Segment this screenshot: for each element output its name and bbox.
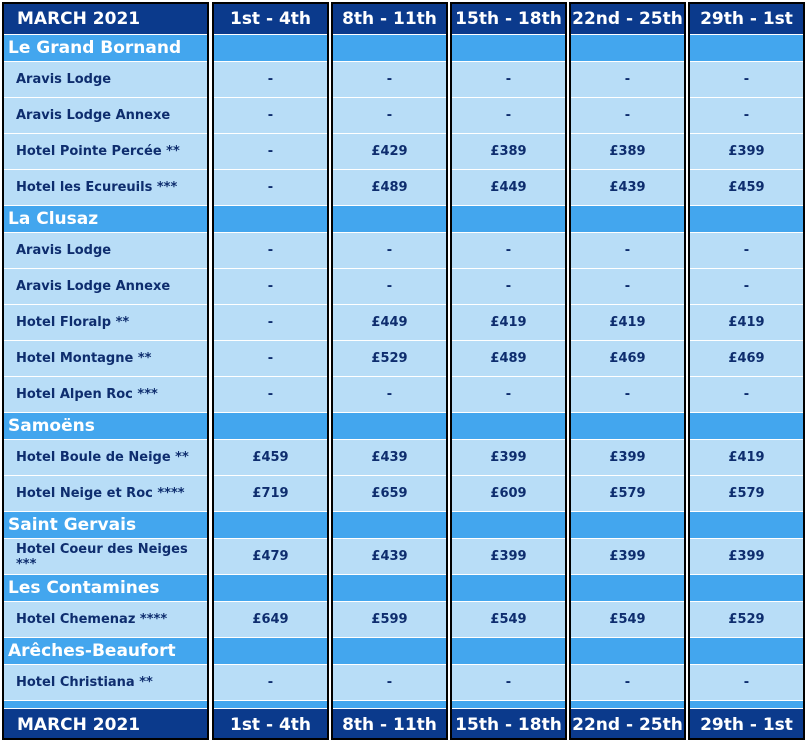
filler-row xyxy=(4,701,207,709)
price-cell: £549 xyxy=(490,612,527,627)
table-row xyxy=(571,305,684,341)
footer-cell xyxy=(333,709,446,740)
resort-name: La Clusaz xyxy=(8,209,99,229)
hotel-name: Aravis Lodge xyxy=(16,72,112,87)
price-cell: £399 xyxy=(490,549,527,564)
price-cell: £719 xyxy=(252,486,289,501)
resort-section-row xyxy=(214,413,327,440)
header-cell xyxy=(452,4,565,35)
table-row xyxy=(690,341,803,377)
hotel-name: Hotel Alpen Roc *** xyxy=(16,387,158,402)
table-row xyxy=(333,341,446,377)
date-range-label: 8th - 11th xyxy=(342,9,437,29)
resort-section-row xyxy=(333,638,446,665)
table-row xyxy=(333,377,446,413)
hotel-name: Hotel Coeur des Neiges *** xyxy=(16,541,188,572)
price-cell: £529 xyxy=(371,351,408,366)
table-row xyxy=(452,134,565,170)
price-cell: £429 xyxy=(371,144,408,159)
table-row xyxy=(452,233,565,269)
price-cell: - xyxy=(386,108,393,123)
table-row xyxy=(214,377,327,413)
price-cell: £489 xyxy=(371,180,408,195)
table-row xyxy=(571,665,684,701)
price-cell: - xyxy=(505,72,512,87)
table-row xyxy=(4,377,207,413)
price-cell: £579 xyxy=(728,486,765,501)
price-cell: - xyxy=(386,387,393,402)
table-row xyxy=(690,440,803,476)
table-row xyxy=(690,305,803,341)
table-row xyxy=(214,539,327,575)
table-row xyxy=(452,602,565,638)
price-cell: £419 xyxy=(490,315,527,330)
table-row xyxy=(452,170,565,206)
date-column-1 xyxy=(212,2,329,740)
table-row xyxy=(214,98,327,134)
resort-section-row xyxy=(571,206,684,233)
date-range-label: 29th - 1st xyxy=(700,714,793,735)
price-cell: - xyxy=(267,72,274,87)
header-cell xyxy=(690,4,803,35)
table-row xyxy=(4,602,207,638)
table-row xyxy=(690,602,803,638)
resort-section-row xyxy=(690,638,803,665)
price-cell: - xyxy=(386,279,393,294)
price-cell: - xyxy=(386,243,393,258)
table-row xyxy=(690,539,803,575)
date-column-3 xyxy=(450,2,567,740)
table-row xyxy=(333,440,446,476)
resort-section-row xyxy=(214,35,327,62)
price-cell: £609 xyxy=(490,486,527,501)
table-row xyxy=(571,440,684,476)
price-cell: £399 xyxy=(490,450,527,465)
table-row xyxy=(571,602,684,638)
hotel-name: Hotel Christiana ** xyxy=(16,675,153,690)
hotel-name: Hotel Boule de Neige ** xyxy=(16,450,189,465)
resort-section-row xyxy=(690,35,803,62)
filler-row xyxy=(452,701,565,709)
table-row xyxy=(452,476,565,512)
table-row xyxy=(690,62,803,98)
resort-section-row xyxy=(333,35,446,62)
resort-section-row xyxy=(452,575,565,602)
table-row xyxy=(690,170,803,206)
price-cell: - xyxy=(267,180,274,195)
table-row xyxy=(214,476,327,512)
price-cell: - xyxy=(386,675,393,690)
resort-section-row xyxy=(452,206,565,233)
hotel-name: Hotel Neige et Roc **** xyxy=(16,486,185,501)
resort-section-row xyxy=(452,512,565,539)
resort-name: Samoëns xyxy=(8,416,95,436)
price-cell: - xyxy=(624,675,631,690)
price-cell: £439 xyxy=(371,450,408,465)
table-row xyxy=(452,440,565,476)
price-cell: £439 xyxy=(371,549,408,564)
table-row xyxy=(333,233,446,269)
price-cell: £469 xyxy=(728,351,765,366)
table-row xyxy=(4,62,207,98)
table-row xyxy=(452,665,565,701)
table-row xyxy=(690,665,803,701)
hotel-name-column xyxy=(2,2,209,740)
price-cell: - xyxy=(743,279,750,294)
table-row xyxy=(333,269,446,305)
date-column-4 xyxy=(569,2,686,740)
price-cell: - xyxy=(267,675,274,690)
table-row xyxy=(452,305,565,341)
resort-section-row xyxy=(214,575,327,602)
table-row xyxy=(214,62,327,98)
resort-section-row xyxy=(4,575,207,602)
resort-name: Les Contamines xyxy=(8,578,160,598)
price-cell: - xyxy=(267,315,274,330)
table-row xyxy=(4,134,207,170)
price-cell: - xyxy=(743,387,750,402)
price-cell: £419 xyxy=(609,315,646,330)
price-cell: - xyxy=(505,108,512,123)
table-row xyxy=(333,539,446,575)
month-label: MARCH 2021 xyxy=(17,9,141,29)
table-row xyxy=(333,62,446,98)
price-cell: £599 xyxy=(371,612,408,627)
table-row xyxy=(4,305,207,341)
price-cell: £479 xyxy=(252,549,289,564)
price-cell: £459 xyxy=(728,180,765,195)
table-row xyxy=(452,539,565,575)
table-row xyxy=(4,476,207,512)
price-cell: £449 xyxy=(371,315,408,330)
price-cell: £389 xyxy=(609,144,646,159)
price-cell: £449 xyxy=(490,180,527,195)
table-row xyxy=(4,665,207,701)
resort-section-row xyxy=(333,512,446,539)
price-cell: - xyxy=(267,243,274,258)
table-row xyxy=(571,134,684,170)
resort-section-row xyxy=(4,413,207,440)
resort-section-row xyxy=(452,413,565,440)
table-row xyxy=(571,341,684,377)
resort-section-row xyxy=(690,575,803,602)
date-column-2 xyxy=(331,2,448,740)
price-cell: £459 xyxy=(252,450,289,465)
date-column-5 xyxy=(688,2,805,740)
date-range-label: 8th - 11th xyxy=(342,714,437,735)
date-range-label: 1st - 4th xyxy=(229,9,312,29)
date-range-label: 15th - 18th xyxy=(455,9,562,29)
table-row xyxy=(4,170,207,206)
resort-section-row xyxy=(571,575,684,602)
hotel-name: Hotel Pointe Percée ** xyxy=(16,144,180,159)
table-row xyxy=(452,269,565,305)
resort-section-row xyxy=(4,35,207,62)
price-cell: - xyxy=(624,108,631,123)
table-row xyxy=(452,62,565,98)
table-row xyxy=(4,98,207,134)
price-cell: - xyxy=(267,279,274,294)
table-row xyxy=(571,98,684,134)
footer-cell xyxy=(4,709,207,740)
table-row xyxy=(571,233,684,269)
table-row xyxy=(452,98,565,134)
date-range-label: 29th - 1st xyxy=(700,9,793,29)
table-row xyxy=(214,233,327,269)
footer-cell xyxy=(690,709,803,740)
resort-section-row xyxy=(452,638,565,665)
resort-section-row xyxy=(4,512,207,539)
table-row xyxy=(333,476,446,512)
hotel-name: Aravis Lodge xyxy=(16,243,112,258)
hotel-name: Hotel Floralp ** xyxy=(16,315,130,330)
resort-section-row xyxy=(690,512,803,539)
table-row xyxy=(333,170,446,206)
resort-section-row xyxy=(571,638,684,665)
price-cell: - xyxy=(267,387,274,402)
price-cell: - xyxy=(624,387,631,402)
table-row xyxy=(690,269,803,305)
resort-section-row xyxy=(333,575,446,602)
price-cell: £549 xyxy=(609,612,646,627)
table-row xyxy=(571,170,684,206)
resort-section-row xyxy=(214,512,327,539)
hotel-name: Hotel Chemenaz **** xyxy=(16,612,168,627)
price-cell: - xyxy=(267,351,274,366)
table-row xyxy=(214,341,327,377)
footer-cell xyxy=(452,709,565,740)
hotel-name: Hotel Montagne ** xyxy=(16,351,152,366)
table-row xyxy=(571,269,684,305)
price-cell: £399 xyxy=(728,549,765,564)
table-row xyxy=(333,98,446,134)
table-row xyxy=(690,377,803,413)
price-cell: - xyxy=(624,243,631,258)
price-cell: - xyxy=(505,279,512,294)
table-row xyxy=(4,269,207,305)
price-cell: - xyxy=(743,72,750,87)
price-cell: £439 xyxy=(609,180,646,195)
table-row xyxy=(571,377,684,413)
price-cell: £469 xyxy=(609,351,646,366)
price-cell: £399 xyxy=(609,549,646,564)
date-range-label: 22nd - 25th xyxy=(572,9,683,29)
date-range-label: 1st - 4th xyxy=(229,714,312,735)
header-cell xyxy=(214,4,327,35)
table-row xyxy=(214,665,327,701)
hotel-name: Aravis Lodge Annexe xyxy=(16,108,171,123)
hotel-name: Hotel les Ecureuils *** xyxy=(16,180,178,195)
resort-section-row xyxy=(452,35,565,62)
table-row xyxy=(571,476,684,512)
price-cell: £529 xyxy=(728,612,765,627)
price-cell: £419 xyxy=(728,450,765,465)
price-cell: - xyxy=(624,72,631,87)
header-cell xyxy=(333,4,446,35)
table-row xyxy=(571,539,684,575)
resort-section-row xyxy=(214,206,327,233)
price-cell: £579 xyxy=(609,486,646,501)
price-cell: - xyxy=(624,279,631,294)
table-row xyxy=(452,377,565,413)
date-range-label: 22nd - 25th xyxy=(572,714,683,735)
table-row xyxy=(690,476,803,512)
table-row xyxy=(333,305,446,341)
resort-section-row xyxy=(571,512,684,539)
table-row xyxy=(214,269,327,305)
filler-row xyxy=(214,701,327,709)
table-row xyxy=(214,170,327,206)
resort-section-row xyxy=(690,413,803,440)
price-cell: - xyxy=(505,387,512,402)
resort-section-row xyxy=(690,206,803,233)
resort-name: Arêches-Beaufort xyxy=(8,641,176,661)
resort-section-row xyxy=(571,35,684,62)
table-row xyxy=(4,233,207,269)
table-row xyxy=(333,602,446,638)
header-cell xyxy=(571,4,684,35)
price-cell: - xyxy=(267,144,274,159)
price-cell: £399 xyxy=(609,450,646,465)
table-row xyxy=(690,98,803,134)
price-cell: £419 xyxy=(728,315,765,330)
table-row xyxy=(690,233,803,269)
price-cell: £399 xyxy=(728,144,765,159)
resort-section-row xyxy=(4,206,207,233)
filler-row xyxy=(571,701,684,709)
table-row xyxy=(4,440,207,476)
price-cell: £489 xyxy=(490,351,527,366)
table-row xyxy=(690,134,803,170)
table-row xyxy=(214,602,327,638)
price-cell: £649 xyxy=(252,612,289,627)
resort-section-row xyxy=(4,638,207,665)
table-row xyxy=(214,440,327,476)
price-cell: - xyxy=(267,108,274,123)
resort-section-row xyxy=(214,638,327,665)
resort-section-row xyxy=(571,413,684,440)
price-cell: - xyxy=(743,675,750,690)
price-cell: - xyxy=(386,72,393,87)
filler-row xyxy=(333,701,446,709)
table-row xyxy=(333,134,446,170)
table-row xyxy=(214,134,327,170)
resort-name: Le Grand Bornand xyxy=(8,38,182,58)
price-cell: - xyxy=(505,243,512,258)
table-row xyxy=(4,539,207,575)
resort-section-row xyxy=(333,206,446,233)
price-cell: - xyxy=(743,243,750,258)
price-cell: - xyxy=(505,675,512,690)
resort-name: Saint Gervais xyxy=(8,515,137,535)
footer-cell xyxy=(571,709,684,740)
header-cell xyxy=(4,4,207,35)
price-cell: £659 xyxy=(371,486,408,501)
filler-row xyxy=(690,701,803,709)
table-row xyxy=(214,305,327,341)
hotel-name: Aravis Lodge Annexe xyxy=(16,279,171,294)
table-row xyxy=(452,341,565,377)
table-row xyxy=(4,341,207,377)
resort-section-row xyxy=(333,413,446,440)
table-row xyxy=(333,665,446,701)
date-range-label: 15th - 18th xyxy=(455,714,562,735)
month-label: MARCH 2021 xyxy=(17,714,141,735)
footer-cell xyxy=(214,709,327,740)
table-row xyxy=(571,62,684,98)
price-cell: - xyxy=(743,108,750,123)
price-cell: £389 xyxy=(490,144,527,159)
